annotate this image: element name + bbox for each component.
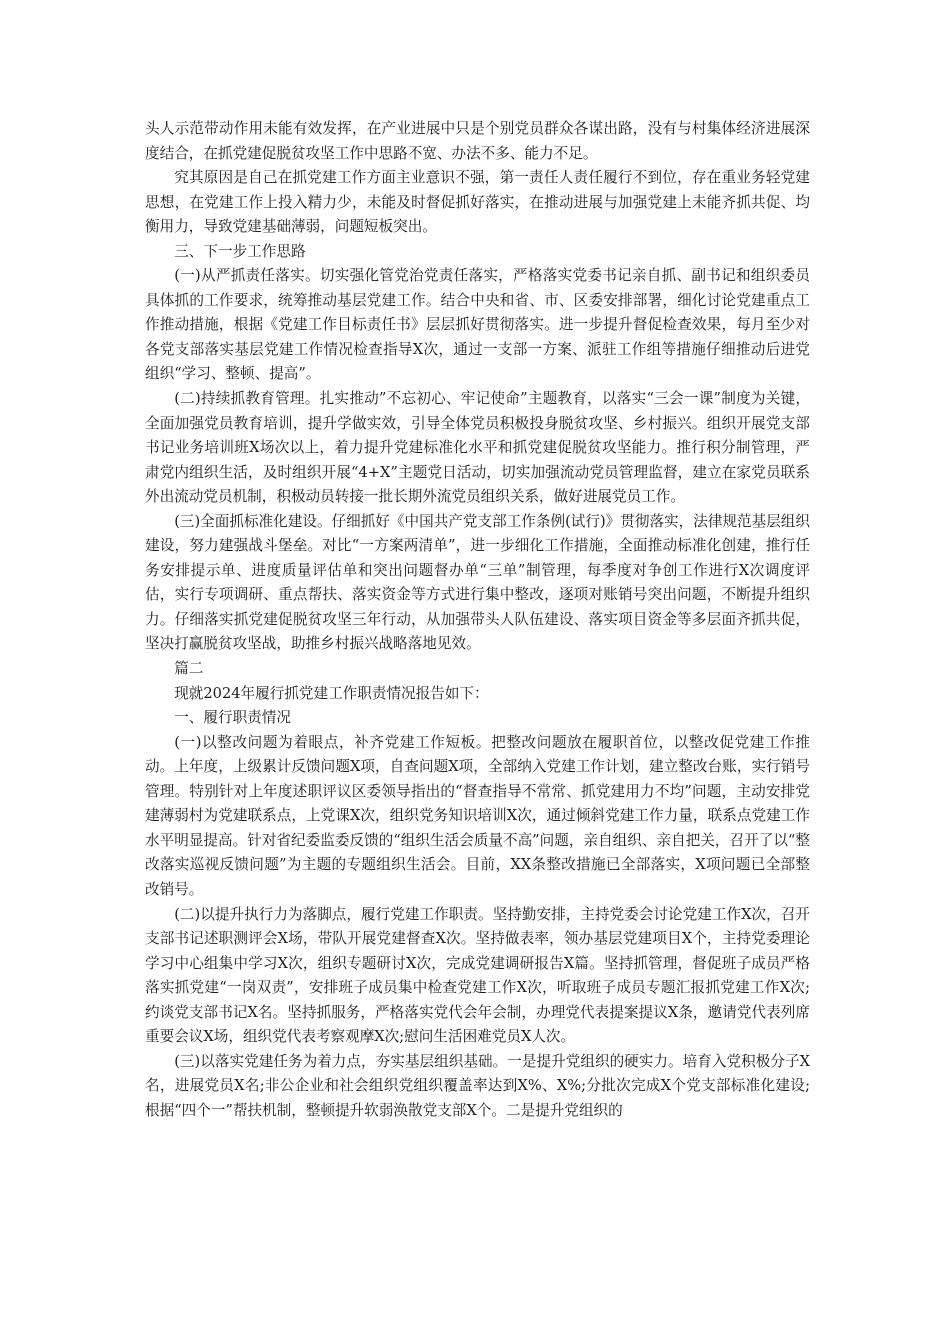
document-body <box>145 117 810 1123</box>
paragraph-responsibility: (一)从严抓责任落实。切实强化管党治党责任落实，严格落实党委书记亲自抓、副书记和组织委员具体抓的工作要求，统筹推动基层党建工作。结合中央和省、市、区委安排部署，细化讨论党建重点工作推动措施，根据《党建工作目标责任书》层层抓好贯彻落实。进一步提升督促检查效果，每月至少对各党支部落实基层党建工作情况检查指导X次，通过一支部一方案、派驻工作组等措施仔细推动后进党组织“学习、整顿、提高”。 <box>145 267 810 383</box>
paragraph-education-management: (二)持续抓教育管理。扎实推动”不忘初心、牢记使命”主题教育，以落实“三会一课”制度为关键，全面加强党员教育培训，提升学做实效，引导全体党员积极投身脱贫攻坚、乡村振兴。组织开展党支部书记业务培训班X场次以上，着力提升党建标准化水平和抓党建促脱贫攻坚能力。推行积分制管理，严肃党内组织生活，及时组织开展“4+X”主题党日活动，切实加强流动党员管理监督，建立在家党员联系外出流动党员机制，积极动员转接一批长期外流党员组织关系，做好进展党员工作。 <box>145 390 810 506</box>
paragraph-standardization: (三)全面抓标准化建设。仔细抓好《中国共产党支部工作条例(试行)》贯彻落实，法律规范基层组织建设，努力建强战斗堡垒。对比“一方案两清单”，进一步细化工作措施，全面推动标准化创建，推行任务安排提示单、进度质量评估单和突出问题督办单“三单”制管理，每季度对争创工作进行X次调度评估，实行专项调研、重点帮扶、落实资金等方式进行集中整改，逐项对账销号突出问题，不断提升组织力。仔细落实抓党建促脱贫攻坚三年行动，从加强带头人队伍建设、落实项目资金等多层面齐抓共促，坚决打赢脱贫攻坚战，助推乡村振兴战略落地见效。 <box>145 512 810 653</box>
paragraph-execution: (二)以提升执行力为落脚点，履行党建工作职责。坚持勤安排，主持党委会讨论党建工作X次，召开支部书记述职测评会X场，带队开展党建督查X次。坚持做表率，领办基层党建项目X个，主持党委理论学习中心组集中学习X次，组织专题研讨X次，完成党建调研报告X篇。坚持抓管理，督促班子成员严格落实抓党建“一岗双责”，安排班子成员集中检查党建工作X次，听取班子成员专题汇报抓党建工作X次;约谈党支部书记X名。坚持抓服务，严格落实党代会年会制，办理党代表提案提议X条，邀请党代表列席重要会议X场，组织党代表考察观摩X次;慰问生活困难党员X人次。 <box>145 905 810 1046</box>
paragraph-rectification: (一)以整改问题为着眼点，补齐党建工作短板。把整改问题放在履职首位，以整改促党建工作推动。上年度，上级累计反馈问题X项，自查问题X项，全部纳入党建工作计划，建立整改台账，实行销号管理。特别针对上年度述职评议区委领导指出的“督查指导不常常、抓党建用力不均”问题，主动安排党建薄弱村为党建联系点，上党课X次，组织党务知识培训X次，通过倾斜党建工作力量，联系点党建工作水平明显提高。针对省纪委监委反馈的“组织生活会质量不高”问题，亲自组织、亲自把关，召开了以“整改落实巡视反馈问题”为主题的专题组织生活会。目前，XX条整改措施已全部落实，X项问题已全部整改销号。 <box>145 733 810 898</box>
paragraph-grassroots: (三)以落实党建任务为着力点，夯实基层组织基础。一是提升党组织的硬实力。培育入党积极分子X名，进展党员X名;非公企业和社会组织党组织覆盖率达到X%、X%;分批次完成X个党支部标准化建设;根据“四个一”帮扶机制，整顿提升软弱涣散党支部X个。二是提升党组织的 <box>145 1052 810 1119</box>
section-heading-duties: 一、履行职责情况 <box>174 709 291 727</box>
section-heading-part-two: 篇二 <box>174 660 204 678</box>
paragraph-continuation: 头人示范带动作用未能有效发挥，在产业进展中只是个别党员群众各谋出路，没有与村集体经济进展深度结合，在抓党建促脱贫攻坚工作中思路不宽、办法不多、能力不足。 <box>145 120 810 162</box>
section-heading-next-steps: 三、下一步工作思路 <box>174 242 306 260</box>
paragraph-cause-analysis: 究其原因是自己在抓党建工作方面主业意识不强，第一责任人责任履行不到位，存在重业务轻党建思想，在党建工作上投入精力少，未能及时督促抓好落实，在推动进展与加强党建上未能齐抓共促、均衡用力，导致党建基础薄弱，问题短板突出。 <box>145 169 810 236</box>
paragraph-report-intro: 现就2024年履行抓党建工作职责情况报告如下： <box>174 684 489 702</box>
